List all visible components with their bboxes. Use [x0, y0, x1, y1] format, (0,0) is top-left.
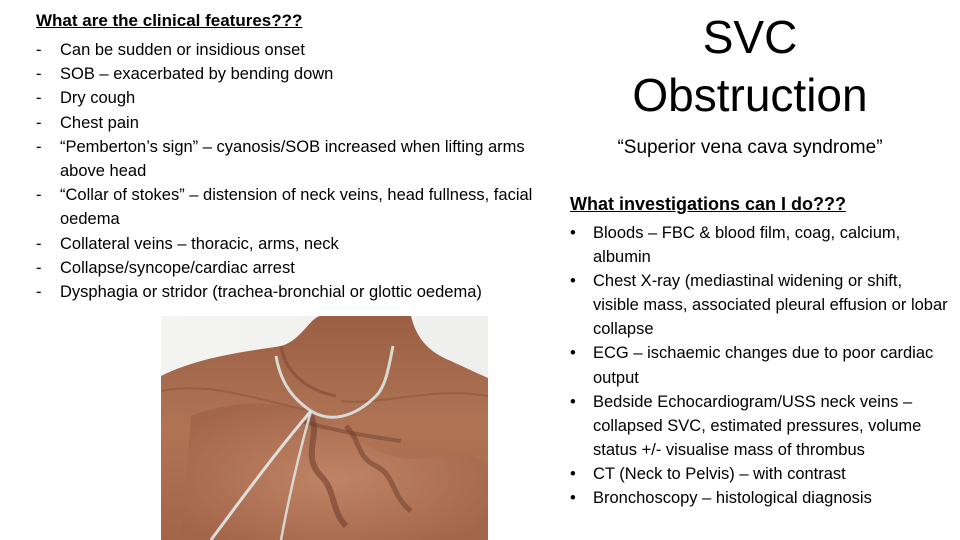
dash-marker: -	[36, 137, 42, 156]
list-item	[36, 280, 556, 304]
list-item	[570, 269, 950, 341]
list-item	[570, 341, 950, 389]
dash-marker: -	[36, 65, 42, 84]
list-item-text: Bloods – FBC & blood film, coag, calcium, albumin	[593, 224, 901, 267]
dash-marker: -	[36, 283, 42, 302]
list-item-text: Bronchoscopy – histological diagnosis	[593, 489, 872, 508]
slide-title: SVC Obstruction	[632, 11, 868, 121]
patient-chest-illustration	[161, 316, 488, 540]
list-item-text: ECG – ischaemic changes due to poor cardiac output	[593, 344, 934, 387]
list-item-text: Chest pain	[60, 113, 139, 132]
list-item	[36, 183, 556, 231]
list-item-text: Dry cough	[60, 89, 136, 108]
list-item	[36, 256, 556, 280]
list-item	[36, 86, 556, 110]
clinical-features-heading: What are the clinical features???	[36, 11, 303, 30]
dash-marker: -	[36, 258, 42, 277]
list-item-text: Collateral veins – thoracic, arms, neck	[60, 234, 339, 253]
list-item	[36, 111, 556, 135]
dash-marker: -	[36, 234, 42, 253]
bullet-marker: •	[570, 272, 576, 291]
list-item	[36, 62, 556, 86]
list-item-text: Dysphagia or stridor (trachea-bronchial or glottic oedema)	[60, 283, 482, 302]
bullet-marker: •	[570, 464, 576, 483]
list-item-text: “Collar of stokes” – distension of neck veins, head fullness, facial oedema	[60, 186, 533, 229]
list-item-text: Bedside Echocardiogram/USS neck veins – collapsed SVC, estimated pressures, volume status +/- visualise mass of thrombus	[593, 392, 922, 459]
dash-marker: -	[36, 113, 42, 132]
dash-marker: -	[36, 41, 42, 59]
list-item	[36, 38, 556, 62]
dash-marker: -	[36, 89, 42, 108]
slide-subtitle: “Superior vena cava syndrome”	[617, 137, 883, 158]
list-item-text: SOB – exacerbated by bending down	[60, 65, 334, 84]
list-item	[570, 486, 950, 510]
investigations-heading: What investigations can I do???	[570, 194, 847, 214]
list-item	[570, 462, 950, 486]
list-item	[570, 390, 950, 462]
bullet-marker: •	[570, 224, 576, 242]
dash-marker: -	[36, 186, 42, 205]
bullet-marker: •	[570, 489, 576, 508]
list-item-text: Chest X-ray (mediastinal widening or shift, visible mass, associated pleural effusion or lobar collapse	[593, 272, 948, 339]
patient-chest-photo	[161, 316, 488, 540]
list-item	[570, 221, 950, 269]
list-item	[36, 232, 556, 256]
list-item-text: Can be sudden or insidious onset	[60, 41, 305, 59]
bullet-marker: •	[570, 392, 576, 411]
list-item-text: Collapse/syncope/cardiac arrest	[60, 258, 295, 277]
list-item-text: “Pemberton’s sign” – cyanosis/SOB increased when lifting arms above head	[60, 137, 525, 181]
investigations-list	[570, 221, 950, 510]
clinical-features-list	[36, 38, 556, 304]
list-item-text: CT (Neck to Pelvis) – with contrast	[593, 464, 846, 483]
list-item	[36, 135, 556, 183]
bullet-marker: •	[570, 344, 576, 363]
